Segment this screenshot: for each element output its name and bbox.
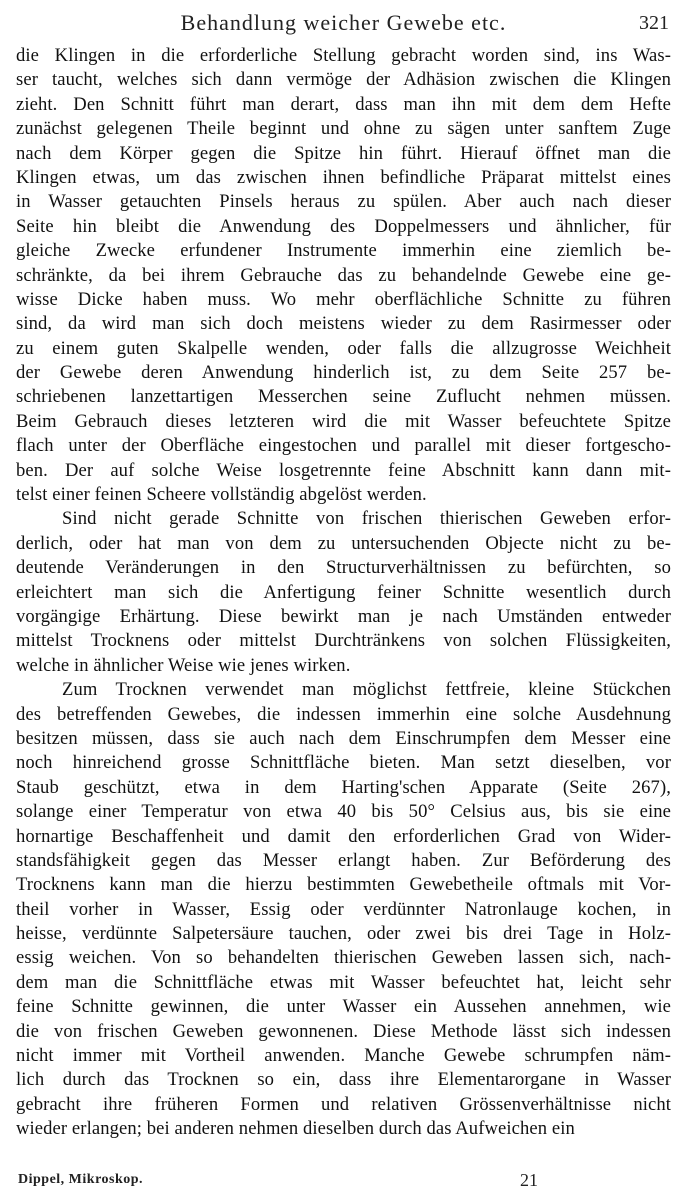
text-line: theil vorher in Wasser, Essig oder verdünnter Natronlauge kochen, in — [16, 898, 671, 920]
paragraph — [16, 44, 671, 507]
text-line: zieht. Den Schnitt führt man derart, dass man ihn mit dem dem Hefte — [16, 93, 671, 115]
page-number: 321 — [639, 12, 669, 34]
body-text — [16, 44, 671, 1142]
text-line: besitzen müssen, dass sie auch nach dem Einschrumpfen dem Messer eine — [16, 727, 671, 749]
text-line: wieder erlangen; bei anderen nehmen dieselben durch das Aufweichen ein — [16, 1118, 575, 1140]
text-line: nach dem Körper gegen die Spitze hin führt. Hierauf öffnet man die — [16, 142, 671, 164]
paragraph — [16, 507, 671, 678]
footer-book-title: Dippel, Mikroskop. — [18, 1172, 144, 1187]
text-line: des betreffenden Gewebes, die indessen immerhin eine solche Ausdehnung — [16, 703, 671, 725]
text-line: standsfähigkeit gegen das Messer erlangt haben. Zur Beförderung des — [16, 849, 671, 871]
text-line: deutende Veränderungen in den Structurverhältnissen zu befürchten, so — [16, 557, 671, 579]
running-title: Behandlung weicher Gewebe etc. — [180, 10, 507, 35]
text-line: flach unter der Oberfläche eingestochen und parallel mit dieser fortgescho- — [16, 435, 671, 457]
text-line: ben. Der auf solche Weise losgetrennte feine Abschnitt kann dann mit- — [16, 459, 671, 481]
text-line: dem man die Schnittfläche etwas mit Wasser befeuchtet hat, leicht sehr — [16, 971, 671, 993]
text-line: gebracht ihre früheren Formen und relativen Grössenverhältnisse nicht — [16, 1093, 671, 1115]
text-line: essig weichen. Von so behandelten thierischen Geweben lassen sich, nach- — [16, 947, 671, 969]
page-footer — [0, 1170, 687, 1196]
text-line: schränkte, da bei ihrem Gebrauche das zu behandelnde Gewebe eine ge- — [16, 264, 671, 286]
text-line: welche in ähnlicher Weise wie jenes wirken. — [16, 654, 351, 676]
text-line: Zum Trocknen verwendet man möglichst fettfreie, kleine Stückchen — [62, 679, 671, 701]
running-header — [0, 4, 687, 40]
text-line: die von frischen Geweben gewonnenen. Diese Methode lässt sich indessen — [16, 1020, 671, 1042]
text-line: Klingen etwas, um das zwischen ihnen befindliche Präparat mittelst eines — [16, 166, 671, 188]
text-line: nicht immer mit Vortheil anwenden. Manche Gewebe schrumpfen näm- — [16, 1045, 671, 1067]
text-line: sind, da wird man sich doch meistens wieder zu dem Rasirmesser oder — [16, 313, 671, 335]
text-line: noch hinreichend grosse Schnittfläche bieten. Man setzt dieselben, vor — [16, 752, 671, 774]
text-line: wisse Dicke haben muss. Wo mehr oberflächliche Schnitte zu führen — [16, 288, 671, 310]
text-line: schriebenen lanzettartigen Messerchen seine Zuflucht nehmen müssen. — [16, 386, 671, 408]
text-line: heisse, verdünnte Salpetersäure tauchen, oder zwei bis drei Tage in Holz- — [16, 923, 671, 945]
text-line: Seite hin bleibt die Anwendung des Doppelmessers und ähnlicher, für — [16, 215, 671, 237]
text-line: der Gewebe deren Anwendung hinderlich ist, zu dem Seite 257 be- — [16, 362, 671, 384]
signature-mark: 21 — [520, 1170, 538, 1190]
text-line: Beim Gebrauch dieses letzteren wird die mit Wasser befeuchtete Spitze — [16, 410, 671, 432]
text-line: zu einem guten Skalpelle wenden, oder falls die allzugrosse Weichheit — [16, 337, 671, 359]
text-line: erleichtert man sich die Anfertigung feiner Schnitte wesentlich durch — [16, 581, 671, 603]
text-line: zunächst gelegenen Theile beginnt und ohne zu sägen unter sanftem Zuge — [16, 118, 671, 140]
text-line: feine Schnitte gewinnen, die unter Wasser ein Aussehen annehmen, wie — [16, 996, 671, 1018]
text-line: solange einer Temperatur von etwa 40 bis 50° Celsius aus, bis sie eine — [16, 801, 671, 823]
paragraph — [16, 678, 671, 1141]
text-line: ser taucht, welches sich dann vermöge der Adhäsion zwischen die Klingen — [16, 69, 671, 91]
text-line: gleiche Zwecke erfundener Instrumente immerhin eine ziemlich be- — [16, 240, 671, 262]
text-line: hornartige Beschaffenheit und damit den erforderlichen Grad von Wider- — [16, 825, 671, 847]
text-line: Staub geschützt, etwa in dem Harting'schen Apparate (Seite 267), — [16, 776, 671, 798]
text-line: vorgängige Erhärtung. Diese bewirkt man je nach Umständen entweder — [16, 605, 671, 627]
text-line: lich durch das Trocknen so ein, dass ihre Elementarorgane in Wasser — [16, 1069, 671, 1091]
text-line: derlich, oder hat man von dem zu untersuchenden Objecte nicht zu be- — [16, 532, 671, 554]
text-line: Sind nicht gerade Schnitte von frischen thierischen Geweben erfor- — [62, 508, 671, 530]
text-line: in Wasser getauchten Pinsels heraus zu spülen. Aber auch nach dieser — [16, 191, 671, 213]
text-line: telst einer feinen Scheere vollständig abgelöst werden. — [16, 484, 427, 506]
text-line: die Klingen in die erforderliche Stellung gebracht worden sind, ins Was- — [16, 45, 671, 66]
text-line: mittelst Trocknens oder mittelst Durchtränkens von solchen Flüssigkeiten, — [16, 630, 671, 652]
text-line: Trocknens kann man die hierzu bestimmten Gewebetheile oftmals mit Vor- — [16, 874, 671, 896]
